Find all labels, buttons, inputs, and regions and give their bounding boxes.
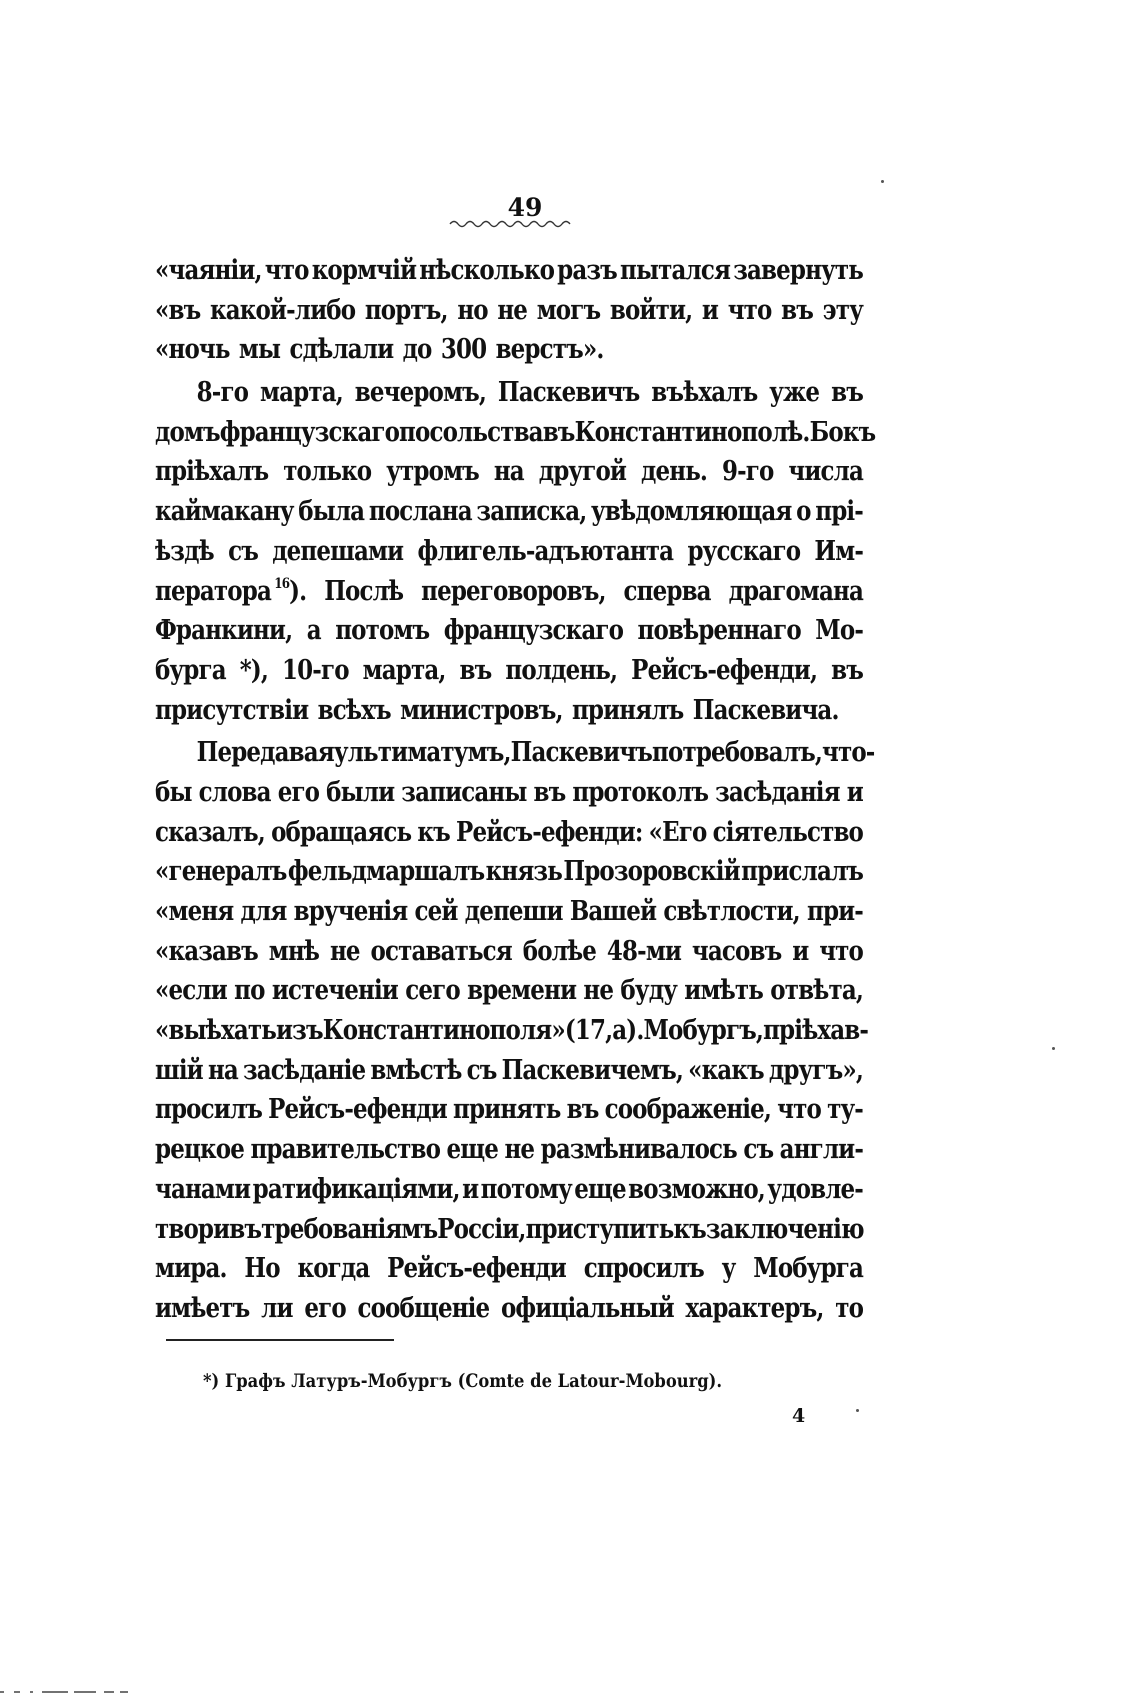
word: Константинополя» bbox=[322, 1015, 565, 1047]
word: могъ bbox=[536, 294, 601, 326]
text-line bbox=[155, 813, 863, 853]
word: всѣхъ bbox=[317, 694, 391, 726]
scan-edge-marks bbox=[0, 1690, 160, 1694]
word: Россіи, bbox=[437, 1213, 526, 1245]
word: въѣхалъ bbox=[651, 377, 758, 409]
word: Но bbox=[244, 1253, 280, 1285]
word: засѣданіе bbox=[242, 1054, 366, 1086]
word: эту bbox=[822, 294, 863, 326]
word: «чаяніи, bbox=[155, 255, 262, 286]
word: спросилъ bbox=[583, 1253, 704, 1285]
word: болѣе bbox=[522, 935, 597, 967]
word: домъ bbox=[155, 416, 220, 448]
word: портъ, bbox=[364, 294, 448, 326]
word: записка, bbox=[476, 496, 587, 528]
text-line bbox=[155, 1289, 863, 1329]
word: не bbox=[329, 935, 360, 967]
word: просилъ bbox=[155, 1094, 262, 1126]
word: Передавая bbox=[196, 737, 334, 769]
word: что- bbox=[822, 737, 875, 769]
wavy-ornament bbox=[448, 218, 572, 228]
word: *), bbox=[239, 654, 269, 686]
word: прі- bbox=[815, 496, 863, 528]
text-line bbox=[155, 1210, 863, 1250]
word: его bbox=[304, 1292, 346, 1324]
word: депешами bbox=[272, 535, 404, 567]
word: офиціальный bbox=[500, 1292, 674, 1324]
text-line bbox=[155, 971, 863, 1011]
word: сей bbox=[414, 896, 458, 927]
word: потребовалъ, bbox=[652, 737, 823, 769]
word: Бокъ bbox=[809, 416, 876, 448]
word: шій bbox=[155, 1054, 203, 1086]
word: Паскевича. bbox=[692, 694, 839, 726]
text-line bbox=[155, 733, 875, 773]
word: (17, bbox=[564, 1015, 613, 1047]
word: «въ bbox=[155, 294, 201, 326]
word: другъ», bbox=[768, 1054, 863, 1086]
word: войти, bbox=[609, 294, 693, 326]
word: не bbox=[504, 1134, 535, 1166]
word: мы bbox=[238, 334, 281, 366]
word: сообщеніе bbox=[357, 1292, 490, 1324]
word: потому bbox=[480, 1173, 572, 1205]
word: 8-го bbox=[196, 377, 249, 409]
word: только bbox=[283, 456, 372, 488]
word: князь bbox=[485, 856, 562, 888]
word: возможно, bbox=[628, 1173, 765, 1205]
word: пытался bbox=[620, 255, 731, 286]
word: протоколъ bbox=[572, 776, 709, 808]
word: Рейсъ-ефенди, bbox=[631, 654, 818, 686]
word: мира. bbox=[155, 1253, 227, 1285]
word: истеченіи bbox=[271, 975, 398, 1007]
text-line bbox=[155, 251, 863, 291]
word: русскаго bbox=[687, 535, 801, 567]
word: соображеніе, bbox=[604, 1094, 772, 1126]
word: день. bbox=[641, 456, 708, 488]
word: сдѣлали bbox=[289, 334, 394, 366]
word: Рейсъ-ефенди: bbox=[456, 816, 643, 848]
text-line bbox=[155, 691, 863, 731]
word: «генералъ bbox=[155, 856, 287, 888]
word: бы bbox=[155, 776, 192, 808]
word: о bbox=[796, 496, 811, 528]
word: врученія bbox=[293, 896, 408, 927]
word: а). bbox=[612, 1015, 644, 1047]
word: были bbox=[326, 776, 395, 808]
word: драгомана bbox=[728, 575, 864, 607]
word: въ bbox=[542, 416, 575, 448]
word: ли bbox=[261, 1292, 293, 1324]
word: фельдмаршалъ bbox=[287, 856, 485, 888]
word: «Его bbox=[648, 816, 707, 848]
word: его bbox=[277, 776, 320, 808]
word: Им- bbox=[814, 535, 864, 567]
word: Мо- bbox=[815, 615, 863, 647]
text-line bbox=[155, 611, 863, 651]
word: правительство bbox=[250, 1134, 441, 1166]
word: творивъ bbox=[155, 1213, 262, 1245]
word: Франкини, bbox=[155, 615, 293, 647]
word: Рейсъ-ефенди bbox=[268, 1094, 447, 1126]
word: что bbox=[727, 294, 772, 326]
word: на bbox=[493, 456, 524, 488]
speck bbox=[1052, 1047, 1055, 1050]
word: разъ bbox=[557, 255, 617, 286]
word: когда bbox=[297, 1253, 370, 1285]
word: кормчій bbox=[311, 255, 417, 286]
text-line bbox=[155, 852, 863, 892]
word: не bbox=[497, 294, 528, 326]
word: потомъ bbox=[335, 615, 430, 647]
word: а bbox=[306, 615, 321, 647]
word: была bbox=[298, 496, 365, 528]
word: присутствіи bbox=[155, 694, 309, 726]
word: повѣреннаго bbox=[637, 615, 801, 647]
word: какой-либо bbox=[209, 294, 356, 326]
word: марта, bbox=[260, 377, 343, 409]
word: нѣсколько bbox=[419, 255, 555, 286]
word: въ bbox=[781, 294, 813, 326]
word: Мобургъ, bbox=[643, 1015, 764, 1047]
word: полдень, bbox=[505, 654, 618, 686]
word: времени bbox=[467, 975, 577, 1007]
page-number: 49 bbox=[507, 193, 543, 222]
word: съ bbox=[743, 1134, 774, 1166]
word: отвѣта, bbox=[770, 975, 863, 1007]
word: посольства bbox=[399, 416, 543, 448]
word: 48-ми bbox=[606, 935, 682, 967]
speck bbox=[881, 180, 884, 183]
word: еще bbox=[574, 1173, 626, 1205]
word: Константинополѣ. bbox=[574, 416, 810, 448]
text-line bbox=[155, 773, 863, 813]
text-line bbox=[155, 651, 863, 691]
speck bbox=[856, 1409, 859, 1412]
word: «меня bbox=[155, 896, 234, 927]
text-line bbox=[155, 1011, 869, 1051]
text-line bbox=[155, 1090, 863, 1130]
word: пріѣхалъ bbox=[155, 456, 269, 488]
word: мнѣ bbox=[268, 935, 320, 967]
word: вмѣстѣ bbox=[370, 1054, 462, 1086]
footnote-rule bbox=[166, 1339, 394, 1341]
word: слова bbox=[198, 776, 271, 808]
text-line bbox=[155, 532, 863, 572]
text-line bbox=[155, 413, 876, 453]
word: «выѣхать bbox=[155, 1015, 276, 1047]
word: въ bbox=[831, 654, 863, 686]
word: утромъ bbox=[386, 456, 479, 488]
word: уже bbox=[769, 377, 820, 409]
word: свѣтлости, bbox=[663, 896, 800, 927]
word: ператора $^{16}$). bbox=[155, 575, 307, 607]
word: «ночь bbox=[155, 334, 230, 366]
word: прислалъ bbox=[741, 856, 864, 888]
footnote-reference: 16 bbox=[270, 575, 290, 592]
word: сперва bbox=[623, 575, 711, 607]
word: чанами bbox=[155, 1173, 251, 1205]
word: въ bbox=[566, 1094, 599, 1126]
word: при- bbox=[806, 896, 863, 927]
word: марта, bbox=[362, 654, 446, 686]
text-line bbox=[155, 1249, 863, 1289]
word: флигель-адъютанта bbox=[417, 535, 674, 567]
text-line bbox=[155, 572, 863, 612]
word: что bbox=[777, 1094, 821, 1126]
word: къ bbox=[417, 816, 450, 848]
word: Паскевичемъ, bbox=[501, 1054, 684, 1086]
word: въ bbox=[533, 776, 566, 808]
word: Вашей bbox=[569, 896, 657, 927]
word: не bbox=[583, 975, 614, 1007]
word: и bbox=[792, 935, 809, 967]
word: еще bbox=[446, 1134, 499, 1166]
word: ультиматумъ, bbox=[333, 737, 511, 769]
word: записаны bbox=[401, 776, 527, 808]
body-text bbox=[155, 251, 876, 1329]
word: числа bbox=[788, 456, 864, 488]
word: ту- bbox=[827, 1094, 863, 1126]
text-line bbox=[155, 892, 863, 932]
word: министровъ, bbox=[400, 694, 563, 726]
word: имѣетъ bbox=[155, 1292, 250, 1324]
word: французскаго bbox=[219, 416, 400, 448]
word: для bbox=[240, 896, 287, 927]
text-line bbox=[155, 492, 863, 532]
word: приступить bbox=[525, 1213, 674, 1245]
word: «какъ bbox=[688, 1054, 764, 1086]
word: Мобурга bbox=[753, 1253, 864, 1285]
text-line bbox=[155, 291, 863, 331]
word: 9-го bbox=[722, 456, 774, 488]
word: принять bbox=[453, 1094, 561, 1126]
text-line bbox=[155, 1130, 863, 1170]
word: французскаго bbox=[443, 615, 624, 647]
word: что bbox=[819, 935, 864, 967]
footnote: *) Графъ Латуръ-Мобургъ (Comte de Latour-Mobourg). bbox=[203, 1370, 723, 1392]
signature-mark: 4 bbox=[792, 1405, 806, 1427]
word: оставаться bbox=[370, 935, 512, 967]
word: сказалъ, bbox=[155, 816, 265, 848]
word: переговоровъ, bbox=[421, 575, 606, 607]
word: верстъ». bbox=[495, 334, 604, 366]
word: на bbox=[207, 1054, 238, 1086]
word: 10-го bbox=[282, 654, 349, 686]
word: ѣздѣ bbox=[155, 535, 214, 567]
word: «если bbox=[155, 975, 227, 1007]
word: Паскевичъ bbox=[510, 737, 653, 769]
text-line bbox=[155, 330, 863, 370]
word: къ bbox=[673, 1213, 706, 1245]
word: Послѣ bbox=[324, 575, 404, 607]
text-line bbox=[155, 1170, 863, 1210]
word: что bbox=[264, 255, 309, 286]
text-line bbox=[155, 932, 863, 972]
word: увѣдомляющая bbox=[591, 496, 792, 528]
word: завернуть bbox=[733, 255, 863, 286]
word: принялъ bbox=[571, 694, 684, 726]
word: послана bbox=[368, 496, 472, 528]
word: то bbox=[835, 1292, 864, 1324]
word: бурга bbox=[155, 654, 226, 686]
word: вечеромъ, bbox=[354, 377, 486, 409]
word: сего bbox=[405, 975, 460, 1007]
word: съ bbox=[228, 535, 258, 567]
word: Прозоровскій bbox=[563, 856, 740, 888]
word: англи- bbox=[779, 1134, 864, 1166]
text-line bbox=[155, 452, 863, 492]
word: но bbox=[457, 294, 488, 326]
word: и bbox=[462, 1173, 479, 1205]
word: обращаясь bbox=[271, 816, 412, 848]
word: буду bbox=[620, 975, 678, 1007]
word: засѣданія bbox=[715, 776, 840, 808]
text-line bbox=[155, 1051, 863, 1091]
word: депеши bbox=[464, 896, 563, 927]
word: часовъ bbox=[691, 935, 782, 967]
word: 300 bbox=[440, 334, 487, 366]
word: требованіямъ bbox=[261, 1213, 438, 1245]
word: изъ bbox=[275, 1015, 323, 1047]
word: и bbox=[701, 294, 719, 326]
word: каймакану bbox=[155, 496, 294, 528]
word: у bbox=[721, 1253, 736, 1285]
word: по bbox=[234, 975, 265, 1007]
word: съ bbox=[466, 1054, 497, 1086]
word: сіятельство bbox=[712, 816, 864, 848]
word: заключенію bbox=[705, 1213, 864, 1245]
word: до bbox=[402, 334, 432, 366]
word: удовле- bbox=[767, 1173, 863, 1205]
word: въ bbox=[459, 654, 492, 686]
word: Рейсъ-ефенди bbox=[387, 1253, 566, 1285]
word: размѣнивалось bbox=[540, 1134, 737, 1166]
word: пріѣхав- bbox=[763, 1015, 869, 1047]
word: въ bbox=[831, 377, 863, 409]
word: ратификаціями, bbox=[252, 1173, 460, 1205]
word: рецкое bbox=[155, 1134, 244, 1166]
word: другой bbox=[538, 456, 627, 488]
word: имѣть bbox=[684, 975, 763, 1007]
word: и bbox=[846, 776, 863, 808]
text-line bbox=[155, 373, 863, 413]
word: «казавъ bbox=[155, 935, 258, 967]
word: характеръ, bbox=[685, 1292, 824, 1324]
word: Паскевичъ bbox=[497, 377, 640, 409]
